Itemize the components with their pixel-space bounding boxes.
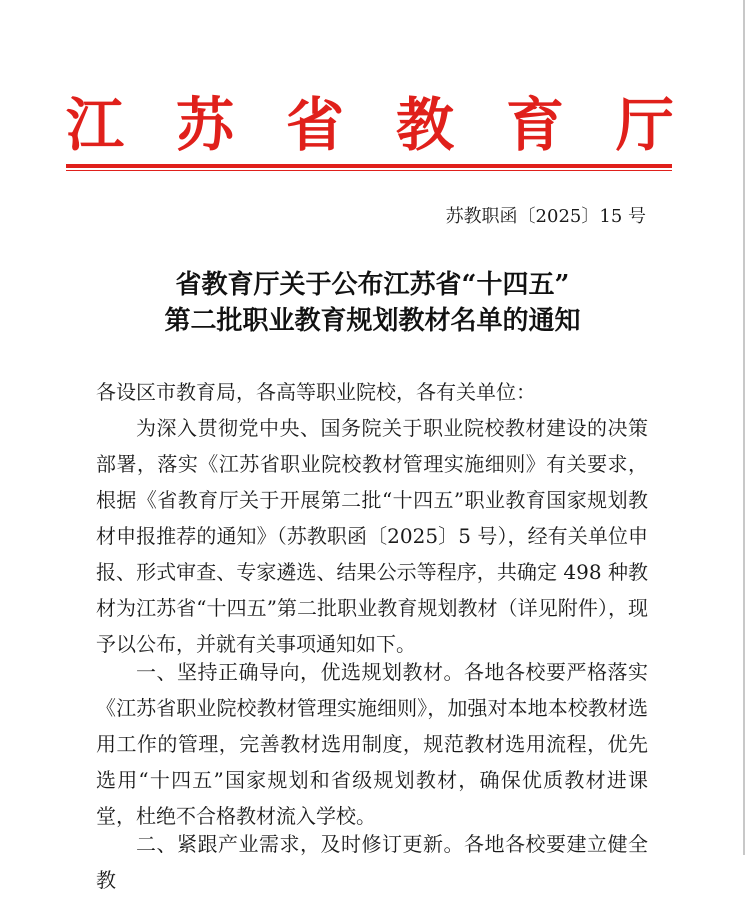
- agency-header-char: 江: [66, 91, 125, 159]
- agency-header-char: 省: [285, 91, 344, 159]
- agency-header-char: 厅: [615, 91, 674, 159]
- header-divider-thick: [66, 164, 672, 168]
- agency-header-char: 苏: [175, 91, 234, 159]
- document-number: 苏教职函〔2025〕15 号: [445, 206, 646, 227]
- agency-header-char: 教: [395, 91, 454, 159]
- agency-header: [66, 92, 674, 158]
- agency-header-char: 育: [505, 91, 564, 159]
- salutation: 各设区市教育局，各高等职业院校，各有关单位：: [96, 380, 536, 404]
- notice-title-line-1: 省教育厅关于公布江苏省“十四五”: [175, 270, 570, 300]
- notice-title-line-2: 第二批职业教育规划教材名单的通知: [164, 306, 581, 336]
- header-divider-thin: [66, 170, 672, 171]
- body-paragraph: 一、坚持正确导向，优选规划教材。各地各校要严格落实《江苏省职业院校教材管理实施细则》，加强对本地本校教材选用工作的管理，完善教材选用制度，规范教材选用流程，优先选用“十四五”国家规划和省级规划教材，确保优质教材进课堂，杜绝不合格教材流入学校。: [96, 660, 648, 828]
- body-paragraph: 为深入贯彻党中央、国务院关于职业院校教材建设的决策部署，落实《江苏省职业院校教材管理实施细则》有关要求，根据《省教育厅关于开展第二批“十四五”职业教育国家规划教材申报推荐的通知》（苏教职函〔2025〕5 号），经有关单位申报、形式审查、专家遴选、结果公示等程序，共确定 498 种教材为江苏省“十四五”第二批职业教育规划教材（详见附件），现予以公布，并就有关事项通知如下。: [96, 416, 648, 656]
- body-paragraph: 二、紧跟产业需求，及时修订更新。各地各校要建立健全教: [96, 832, 648, 892]
